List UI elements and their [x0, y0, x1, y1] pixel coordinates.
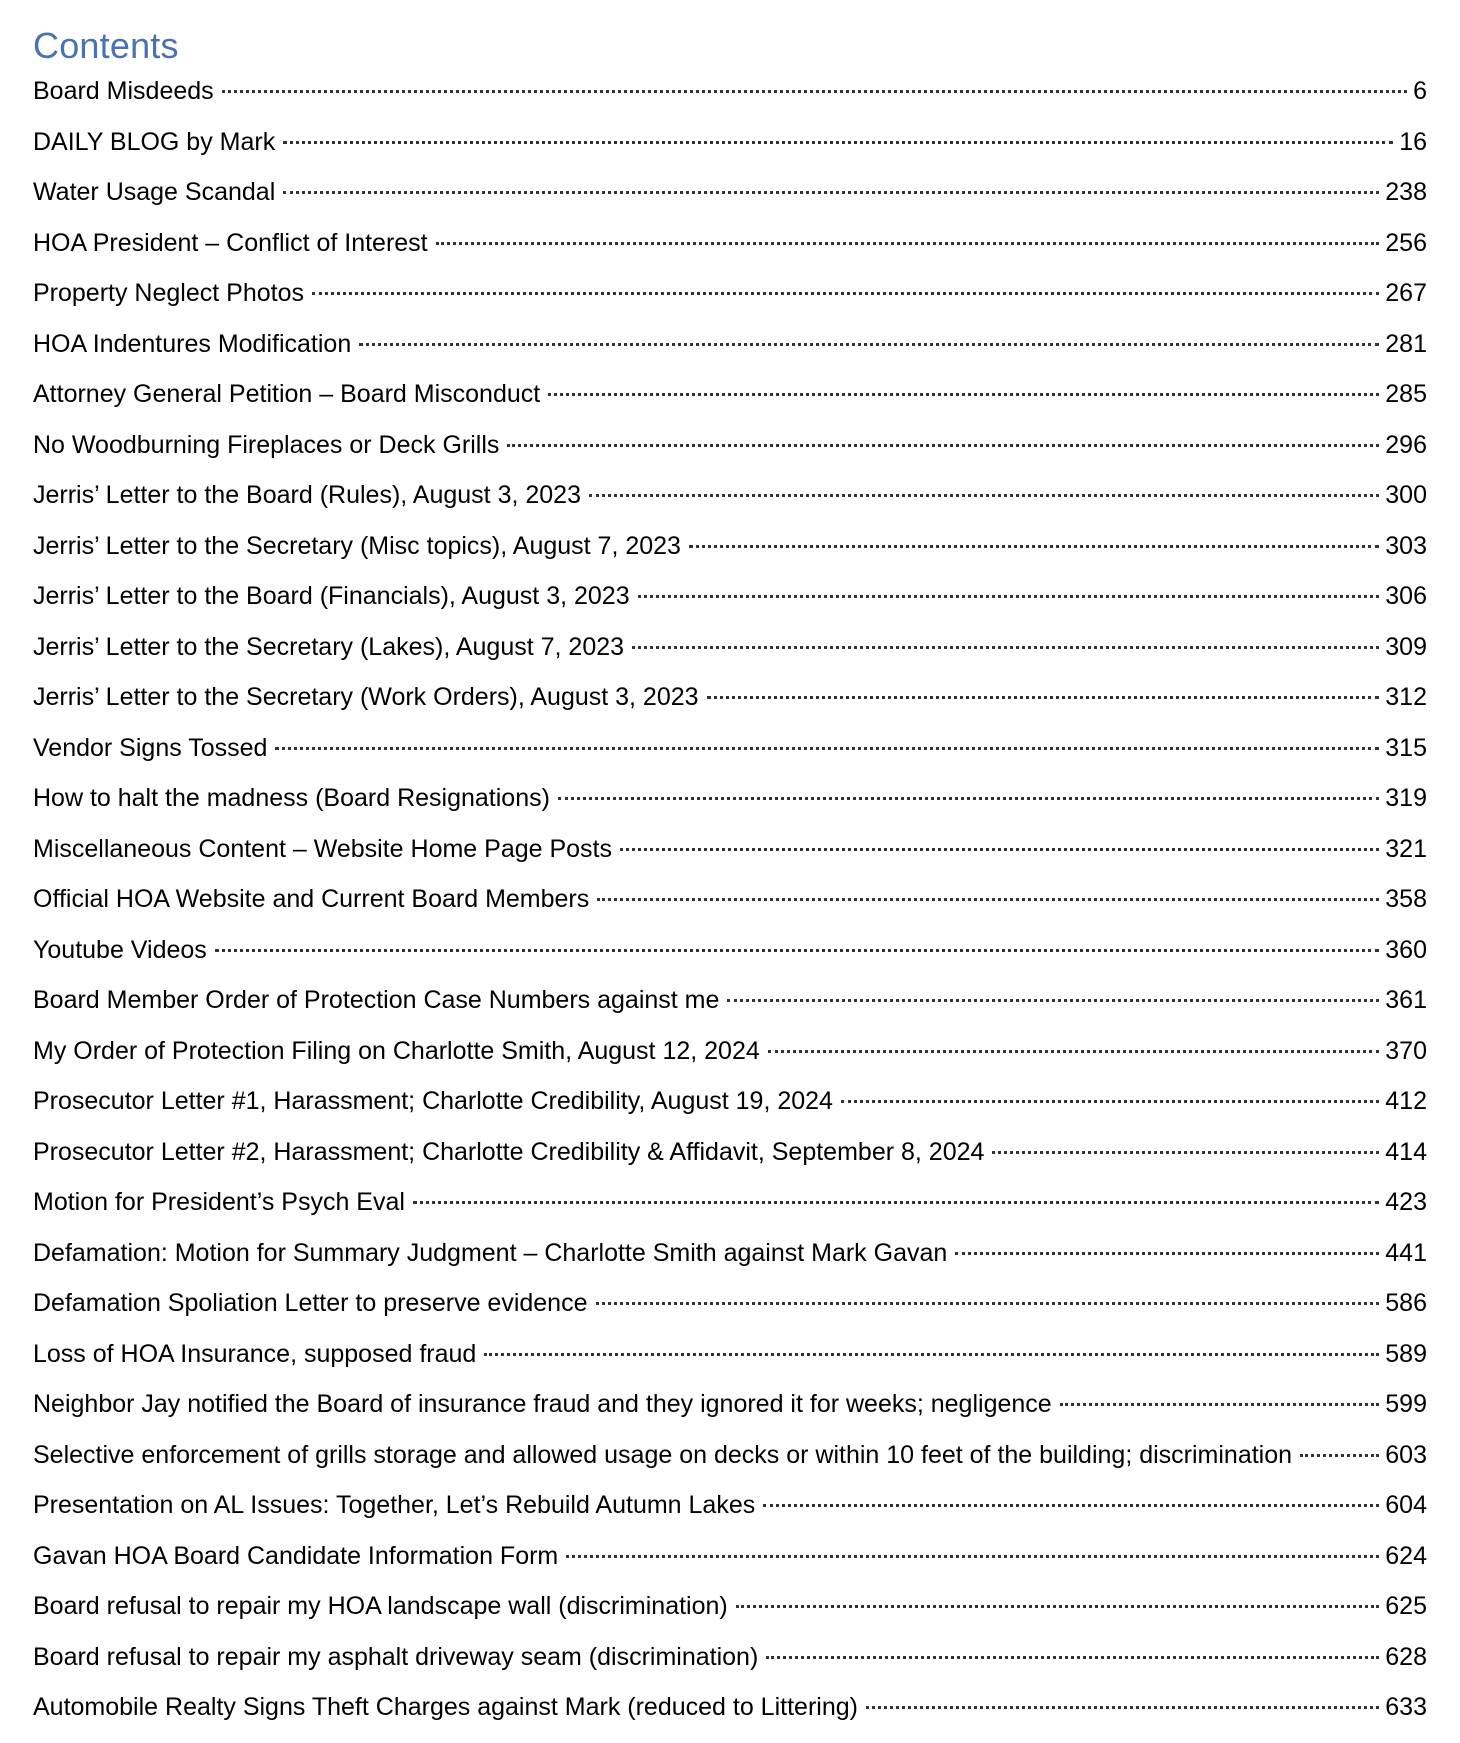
toc-dot-leader — [596, 1302, 1380, 1305]
toc-entry-title[interactable]: Board refusal to repair my asphalt driveway seam (discrimination) — [33, 1642, 759, 1671]
toc-entry-title[interactable]: Board refusal to repair my HOA landscape wall (discrimination) — [33, 1592, 728, 1620]
toc-entry-page-number[interactable]: 599 — [1385, 1390, 1427, 1418]
toc-dot-leader — [484, 1353, 1379, 1356]
toc-entry[interactable] — [33, 1036, 1427, 1087]
toc-entry-page-number[interactable]: 358 — [1385, 885, 1427, 913]
toc-entry-title[interactable]: Defamation: Motion for Summary Judgment – Charlotte Smith against Mark Gavan — [33, 1238, 948, 1267]
toc-entry[interactable] — [33, 278, 1427, 329]
toc-entry-title[interactable]: Presentation on AL Issues: Together, Let’s Rebuild Autumn Lakes — [33, 1491, 756, 1519]
toc-entry[interactable] — [33, 1086, 1427, 1137]
toc-entry-page-number[interactable]: 441 — [1385, 1238, 1427, 1267]
toc-entry-page-number[interactable]: 603 — [1385, 1440, 1427, 1469]
toc-entry[interactable] — [33, 1490, 1427, 1541]
toc-dot-leader — [763, 1504, 1379, 1507]
toc-dot-leader — [766, 1656, 1379, 1659]
toc-dot-leader — [222, 90, 1407, 93]
toc-dot-leader — [955, 1252, 1379, 1255]
toc-entry-page-number[interactable]: 312 — [1385, 683, 1427, 711]
toc-entry-page-number[interactable]: 285 — [1385, 380, 1427, 408]
toc-entry[interactable] — [33, 1238, 1427, 1289]
toc-dot-leader — [413, 1201, 1379, 1204]
toc-entry-page-number[interactable]: 309 — [1385, 632, 1427, 661]
toc-entry-page-number[interactable]: 370 — [1385, 1036, 1427, 1065]
toc-dot-leader — [768, 1050, 1380, 1053]
toc-entry[interactable] — [33, 1339, 1427, 1390]
toc-entry-page-number[interactable]: 315 — [1385, 733, 1427, 762]
toc-entry-page-number[interactable]: 628 — [1385, 1642, 1427, 1671]
toc-dot-leader — [620, 848, 1379, 851]
toc-entry-title[interactable]: Jerris’ Letter to the Secretary (Work Orders), August 3, 2023 — [33, 683, 699, 711]
toc-entry[interactable] — [33, 985, 1427, 1036]
toc-entry-page-number[interactable]: 281 — [1385, 329, 1427, 358]
toc-entry-title[interactable]: Jerris’ Letter to the Secretary (Misc topics), August 7, 2023 — [33, 531, 681, 560]
toc-entry-title[interactable]: Jerris’ Letter to the Board (Financials), August 3, 2023 — [33, 582, 630, 610]
toc-entry-title[interactable]: Defamation Spoliation Letter to preserve evidence — [33, 1289, 588, 1317]
toc-entry[interactable] — [33, 379, 1427, 430]
toc-entry-page-number[interactable]: 296 — [1385, 430, 1427, 459]
toc-entry-title[interactable]: HOA Indentures Modification — [33, 329, 352, 358]
toc-entry-title[interactable]: Gavan HOA Board Candidate Information Form — [33, 1541, 559, 1570]
toc-entry-page-number[interactable]: 319 — [1385, 784, 1427, 812]
toc-entry-page-number[interactable]: 306 — [1385, 582, 1427, 610]
toc-entry[interactable] — [33, 733, 1427, 784]
toc-entry-page-number[interactable]: 624 — [1385, 1541, 1427, 1570]
toc-entry[interactable] — [33, 884, 1427, 935]
toc-entry[interactable] — [33, 1440, 1427, 1491]
toc-entry-page-number[interactable]: 6 — [1413, 77, 1427, 105]
toc-entry-page-number[interactable]: 633 — [1385, 1693, 1427, 1721]
toc-entry-page-number[interactable]: 423 — [1385, 1188, 1427, 1216]
toc-entry[interactable] — [33, 127, 1427, 178]
toc-dot-leader — [283, 191, 1379, 194]
toc-entry-title[interactable]: Board Member Order of Protection Case Numbers against me — [33, 986, 720, 1014]
toc-entry-title[interactable]: Jerris’ Letter to the Board (Rules), August 3, 2023 — [33, 481, 581, 509]
toc-dot-leader — [866, 1706, 1379, 1709]
toc-entry-title[interactable]: Youtube Videos — [33, 935, 207, 964]
toc-dot-leader — [558, 797, 1379, 800]
toc-entry-title[interactable]: HOA President – Conflict of Interest — [33, 228, 428, 257]
toc-entry-page-number[interactable]: 238 — [1385, 178, 1427, 206]
toc-entry[interactable] — [33, 1541, 1427, 1592]
toc-dot-leader — [589, 494, 1379, 497]
toc-entry-page-number[interactable]: 256 — [1385, 228, 1427, 257]
toc-dot-leader — [689, 545, 1379, 548]
toc-entry-page-number[interactable]: 604 — [1385, 1491, 1427, 1519]
toc-entry-page-number[interactable]: 360 — [1385, 935, 1427, 964]
toc-entry[interactable] — [33, 1187, 1427, 1238]
toc-dot-leader — [707, 696, 1380, 699]
toc-entry-title[interactable]: Board Misdeeds — [33, 77, 214, 105]
toc-dot-leader — [632, 646, 1379, 649]
toc-list — [33, 76, 1427, 1743]
toc-entry[interactable] — [33, 632, 1427, 683]
toc-entry[interactable] — [33, 480, 1427, 531]
toc-entry[interactable] — [33, 430, 1427, 481]
toc-entry-title[interactable]: Water Usage Scandal — [33, 178, 276, 206]
toc-entry-page-number[interactable]: 625 — [1385, 1592, 1427, 1620]
toc-entry-title[interactable]: Prosecutor Letter #1, Harassment; Charlotte Credibility, August 19, 2024 — [33, 1087, 833, 1115]
toc-heading: Contents — [33, 25, 179, 66]
toc-entry-title[interactable]: Official HOA Website and Current Board Members — [33, 885, 590, 913]
toc-entry-page-number[interactable]: 321 — [1385, 834, 1427, 863]
toc-entry[interactable] — [33, 834, 1427, 885]
toc-entry-title[interactable]: Prosecutor Letter #2, Harassment; Charlotte Credibility & Affidavit, September 8, 2024 — [33, 1137, 985, 1166]
toc-entry-page-number[interactable]: 16 — [1399, 127, 1427, 156]
toc-entry[interactable] — [33, 1642, 1427, 1693]
toc-entry[interactable] — [33, 76, 1427, 127]
toc-entry-page-number[interactable]: 412 — [1385, 1087, 1427, 1115]
toc-entry-title[interactable]: Jerris’ Letter to the Secretary (Lakes), August 7, 2023 — [33, 632, 625, 661]
toc-entry-page-number[interactable]: 361 — [1385, 986, 1427, 1014]
toc-entry-title[interactable]: Miscellaneous Content – Website Home Page Posts — [33, 834, 613, 863]
toc-dot-leader — [359, 343, 1379, 346]
toc-entry-title[interactable]: Motion for President’s Psych Eval — [33, 1188, 405, 1216]
toc-entry[interactable] — [33, 581, 1427, 632]
toc-entry[interactable] — [33, 783, 1427, 834]
toc-entry-page-number[interactable]: 300 — [1385, 481, 1427, 509]
toc-entry[interactable] — [33, 329, 1427, 380]
toc-entry-page-number[interactable]: 303 — [1385, 531, 1427, 560]
toc-entry[interactable] — [33, 531, 1427, 582]
toc-entry-title[interactable]: Automobile Realty Signs Theft Charges against Mark (reduced to Littering) — [33, 1693, 858, 1721]
toc-dot-leader — [992, 1151, 1379, 1154]
toc-entry-title[interactable]: Loss of HOA Insurance, supposed fraud — [33, 1339, 477, 1368]
toc-entry-title[interactable]: Vendor Signs Tossed — [33, 733, 268, 762]
toc-entry-title[interactable]: DAILY BLOG by Mark — [33, 127, 276, 156]
toc-entry[interactable] — [33, 228, 1427, 279]
toc-entry-title[interactable]: How to halt the madness (Board Resignations) — [33, 784, 550, 812]
toc-entry-page-number[interactable]: 267 — [1385, 279, 1427, 307]
toc-entry[interactable] — [33, 1591, 1427, 1642]
toc-dot-leader — [215, 949, 1380, 952]
toc-page — [33, 22, 1427, 1743]
toc-entry[interactable] — [33, 682, 1427, 733]
toc-dot-leader — [283, 141, 1393, 144]
toc-entry-title[interactable]: My Order of Protection Filing on Charlotte Smith, August 12, 2024 — [33, 1036, 760, 1065]
toc-entry-title[interactable]: Attorney General Petition – Board Misconduct — [33, 380, 541, 408]
toc-dot-leader — [597, 898, 1379, 901]
toc-entry[interactable] — [33, 935, 1427, 986]
toc-dot-leader — [275, 747, 1379, 750]
toc-entry-page-number[interactable]: 586 — [1385, 1289, 1427, 1317]
toc-dot-leader — [727, 999, 1379, 1002]
toc-dot-leader — [566, 1555, 1379, 1558]
toc-entry[interactable] — [33, 1288, 1427, 1339]
toc-entry-page-number[interactable]: 589 — [1385, 1339, 1427, 1368]
toc-entry-page-number[interactable]: 414 — [1385, 1137, 1427, 1166]
toc-dot-leader — [548, 393, 1379, 396]
toc-dot-leader — [841, 1100, 1379, 1103]
toc-dot-leader — [1060, 1403, 1380, 1406]
toc-dot-leader — [436, 242, 1380, 245]
toc-dot-leader — [638, 595, 1380, 598]
toc-dot-leader — [1300, 1454, 1379, 1457]
toc-entry-title[interactable]: Property Neglect Photos — [33, 279, 304, 307]
toc-entry[interactable] — [33, 1137, 1427, 1188]
toc-entry-title[interactable]: No Woodburning Fireplaces or Deck Grills — [33, 430, 500, 459]
toc-entry[interactable] — [33, 1389, 1427, 1440]
toc-dot-leader — [312, 292, 1379, 295]
toc-entry-title[interactable]: Selective enforcement of grills storage and allowed usage on decks or within 10 feet of the building; discrimination — [33, 1440, 1293, 1469]
toc-entry-title[interactable]: Neighbor Jay notified the Board of insurance fraud and they ignored it for weeks; negligence — [33, 1390, 1052, 1418]
toc-dot-leader — [507, 444, 1379, 447]
toc-entry[interactable] — [33, 177, 1427, 228]
toc-dot-leader — [736, 1605, 1380, 1608]
